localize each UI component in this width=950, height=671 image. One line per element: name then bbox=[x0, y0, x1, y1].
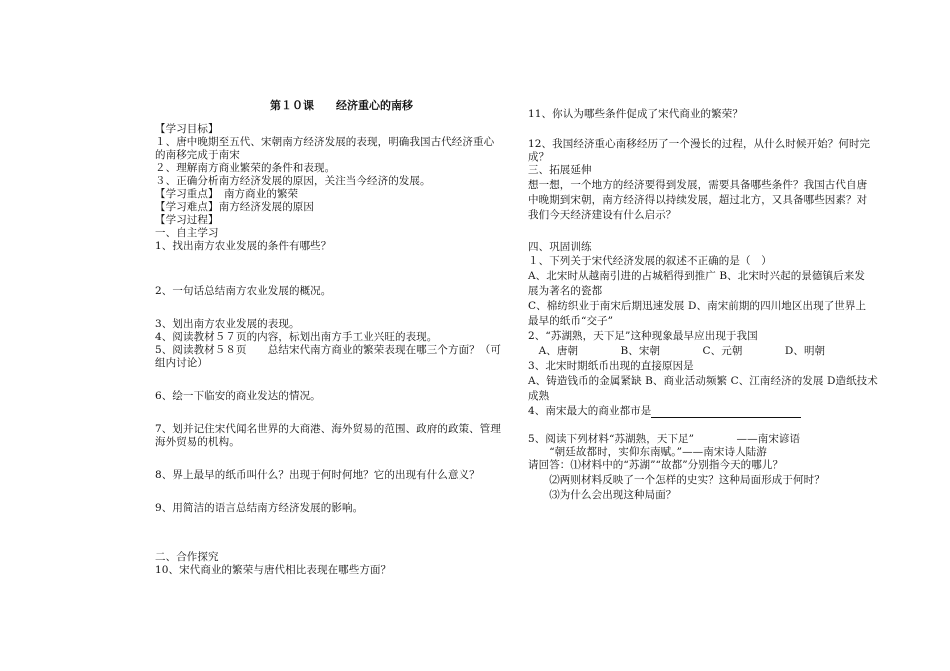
section-extension: 三、拓展延伸 bbox=[528, 164, 592, 176]
objective-3: ３、正确分析南方经济发展的原因，关注当今经济的发展。 bbox=[155, 175, 431, 187]
question-9: 9、用简洁的语言总结南方经济发展的影响。 bbox=[155, 502, 364, 514]
section-practice: 四、巩固训练 bbox=[528, 241, 592, 253]
practice-q5-sub1: 请回答：⑴材料中的“苏湖”“故都”分别指今天的哪儿？ bbox=[528, 459, 784, 471]
practice-q1-options-cd: C、棉纺织业于南宋后期迅速发展 D、南宋前期的四川地区出现了世界上 bbox=[528, 300, 867, 312]
question-4: 4、阅读教材５７页的内容，标划出南方手工业兴旺的表现。 bbox=[155, 331, 438, 343]
practice-q1-options-ab-cont: 展为著名的瓷都 bbox=[528, 285, 603, 297]
question-8: 8、界上最早的纸币叫什么？出现于何时何地？它的出现有什么意义？ bbox=[155, 469, 480, 481]
objectives-heading: 【学习目标】 bbox=[155, 123, 219, 135]
question-11: 11、你认为哪些条件促成了宋代商业的繁荣？ bbox=[528, 108, 743, 120]
practice-q2: 2、“苏湖熟，天下足”这种现象最早应出现于我国 bbox=[528, 330, 758, 342]
practice-q3: 3、北宋时期纸币出现的直接原因是 bbox=[528, 360, 694, 372]
objective-1-cont: 的南移完成于南宋 bbox=[155, 149, 240, 161]
key-point: 【学习重点】 南方商业的繁荣 bbox=[155, 188, 299, 200]
question-2: 2、一句话总结南方农业发展的概况。 bbox=[155, 285, 332, 297]
practice-q1-options-cd-cont: 最早的纸币“交子” bbox=[528, 315, 614, 327]
practice-q5-quote: “朝廷故都时，实仰东南赋。”——南宋诗人陆游 bbox=[528, 446, 767, 458]
lesson-title: 第１０课 经济重心的南移 bbox=[270, 99, 413, 112]
question-3: 3、划出南方农业发展的表现。 bbox=[155, 318, 300, 330]
question-12: 12、我国经济重心南移经历了一个漫长的过程，从什么时候开始？何时完 bbox=[528, 138, 871, 150]
extension-text-1: 想一想，一个地方的经济要得到发展，需要具备哪些条件？我国古代自唐 bbox=[528, 179, 868, 191]
practice-q2-options: A、唐朝 B、宋朝 C、元朝 D、明朝 bbox=[528, 345, 826, 357]
section-self-study: 一、自主学习 bbox=[155, 227, 219, 239]
question-1: 1、找出南方农业发展的条件有哪些？ bbox=[155, 240, 332, 252]
question-5: 5、阅读教材５８页 总结宋代南方商业的繁荣表现在哪三个方面？（可 bbox=[155, 344, 501, 356]
question-10: 10、宋代商业的繁荣与唐代相比表现在哪些方面？ bbox=[155, 564, 392, 576]
practice-q5: 5、阅读下列材料“苏湖熟，天下足” ——南宋谚语 bbox=[528, 433, 801, 445]
practice-q5-sub2: ⑵两则材料反映了一个怎样的史实？这种局面形成于何时？ bbox=[528, 474, 825, 486]
extension-text-2: 中晚期到宋朝，南方经济得以持续发展，超过北方，又具备哪些因素？对 bbox=[528, 194, 868, 206]
objective-2: ２、理解南方商业繁荣的条件和表现。 bbox=[155, 162, 336, 174]
question-7-cont: 海外贸易的机构。 bbox=[155, 436, 240, 448]
section-cooperative: 二、合作探究 bbox=[155, 551, 219, 563]
question-12-cont: 成？ bbox=[528, 151, 550, 163]
practice-q4 bbox=[528, 405, 801, 418]
practice-q5-sub3: ⑶为什么会出现这种局面？ bbox=[528, 489, 677, 501]
practice-q1: １、下列关于宋代经济发展的叙述不正确的是（ ） bbox=[528, 255, 772, 267]
difficult-point: 【学习难点】南方经济发展的原因 bbox=[155, 201, 314, 213]
extension-text-3: 我们今天经济建设有什么启示？ bbox=[528, 209, 677, 221]
objective-1: １、唐中晚期至五代、宋朝南方经济发展的表现，明确我国古代经济重心 bbox=[155, 136, 495, 148]
practice-q3-options: A、铸造钱币的金属紧缺 B、商业活动频繁 C、江南经济的发展 D造纸技术 bbox=[528, 375, 878, 387]
process-heading: 【学习过程】 bbox=[155, 214, 219, 226]
practice-q4-text: 4、南宋最大的商业都市是 bbox=[528, 405, 652, 417]
answer-blank[interactable] bbox=[651, 407, 801, 418]
practice-q1-options-ab: A、北宋时从越南引进的占城稻得到推广 B、北宋时兴起的景德镇后来发 bbox=[528, 270, 865, 282]
question-5-cont: 组内讨论） bbox=[155, 357, 208, 369]
question-7: 7、划并记住宋代闻名世界的大商港、海外贸易的范围、政府的政策、管理 bbox=[155, 423, 501, 435]
practice-q3-options-cont: 成熟 bbox=[528, 390, 550, 402]
question-6: 6、绘一下临安的商业发达的情况。 bbox=[155, 390, 321, 402]
